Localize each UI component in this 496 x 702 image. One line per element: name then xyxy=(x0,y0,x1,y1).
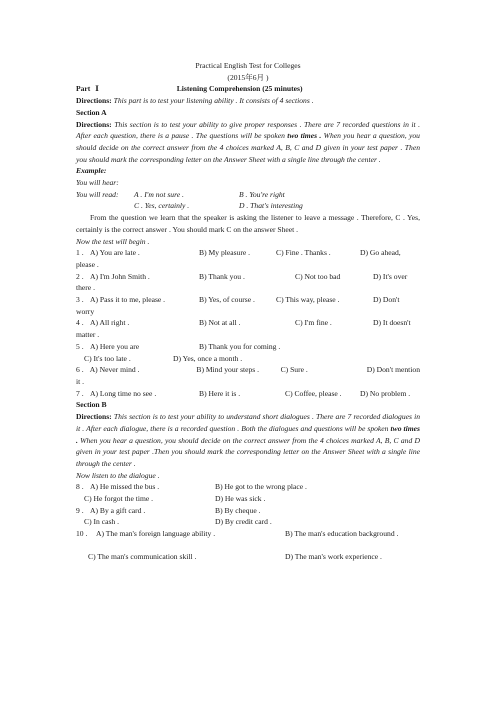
now-begin: Now the test will begin . xyxy=(76,236,150,246)
question-item: 4 . A) All right . B) Not at all . C) I'm fine . D) It doesn't matter . xyxy=(76,318,411,340)
question-item: 10 . A) The man's foreign language ability . B) The man's education background . C) The man's communication skill . D) The man's work experience . xyxy=(76,529,399,561)
question-item: 7 . A) Long time no see . B) Here it is . C) Coffee, please . D) No problem . xyxy=(76,388,411,398)
section-a-title: Section A xyxy=(76,107,107,117)
example-label: Example: xyxy=(76,166,107,176)
you-will-hear: You will hear: xyxy=(76,178,119,188)
test-title: Practical English Test for Colleges xyxy=(195,61,301,70)
example-options-row-2: C . Yes, certainly . D . That's interesting xyxy=(134,201,303,211)
question-item: 3 . A) Pass it to me, please . B) Yes, of course . C) This way, please . D) Don't worry xyxy=(76,295,400,316)
part-heading xyxy=(76,83,420,95)
part-label: Part xyxy=(76,84,91,94)
section-b-title: Section B xyxy=(76,400,107,410)
question-item: 9 . A) By a gift card . B) By cheque . C) In cash . D) By credit card . xyxy=(76,505,272,527)
section-b-directions: Directions: This section is to test your ability to understand short dialogues . There are 7 recorded dialogues in it . After each dialogue, there is a recorded question . Both the dialogues and questions will be spoken two times . When you hear a question, you should decide on the correct answer from the 4 choices marked A, B, C and D given in your test paper .Then you should mark the corresponding letter on the Answer Sheet with a single line through the center . xyxy=(76,412,420,468)
section-a-directions: Directions: This section is to test your ability to give proper responses . There are 7 recorded questions in it . After each question, there is a pause . The questions will be spoken two times . When you hear a question, you should decide on the correct answer from the 4 choices marked A, B, C and D given in your test paper . Then you should mark the corresponding letter on the Answer Sheet with a single line through the center . xyxy=(76,119,420,164)
example-options-row-1: You will read: A . I'm not sure . B . You're right xyxy=(76,189,285,199)
question-item: 8 . A) He missed the bus . B) He got to the wrong place . C) He forgot the time . D) He was sick . xyxy=(76,482,307,504)
test-date: (2015年6月 ) xyxy=(227,72,269,82)
part-numeral: Ⅰ xyxy=(95,84,99,94)
part-directions: Directions: This part is to test your listening ability . It consists of 4 sections . xyxy=(76,96,314,106)
question-item: 1 . A) You are late . B) My pleasure . C) Fine . Thanks . D) Go ahead, please . xyxy=(76,248,401,269)
question-item: 6 . A) Never mind . B) Mind your steps . C) Sure . D) Don't mention it . xyxy=(76,365,420,386)
question-item: 2 . A) I'm John Smith . B) Thank you . C) Not too bad D) It's over there . xyxy=(76,271,408,293)
test-page xyxy=(76,60,420,563)
example-explanation: From the question we learn that the speaker is asking the listener to leave a message . Therefore, C . Yes, certainly is the correct answer . You should mark C on the answer Sheet . xyxy=(76,213,420,234)
now-listen: Now listen to the dialogue . xyxy=(76,470,160,480)
question-item: 5 . A) Here you are B) Thank you for coming . C) It's too late . D) Yes, once a month . xyxy=(76,341,281,363)
part-title: Listening Comprehension (25 minutes) xyxy=(176,84,303,94)
